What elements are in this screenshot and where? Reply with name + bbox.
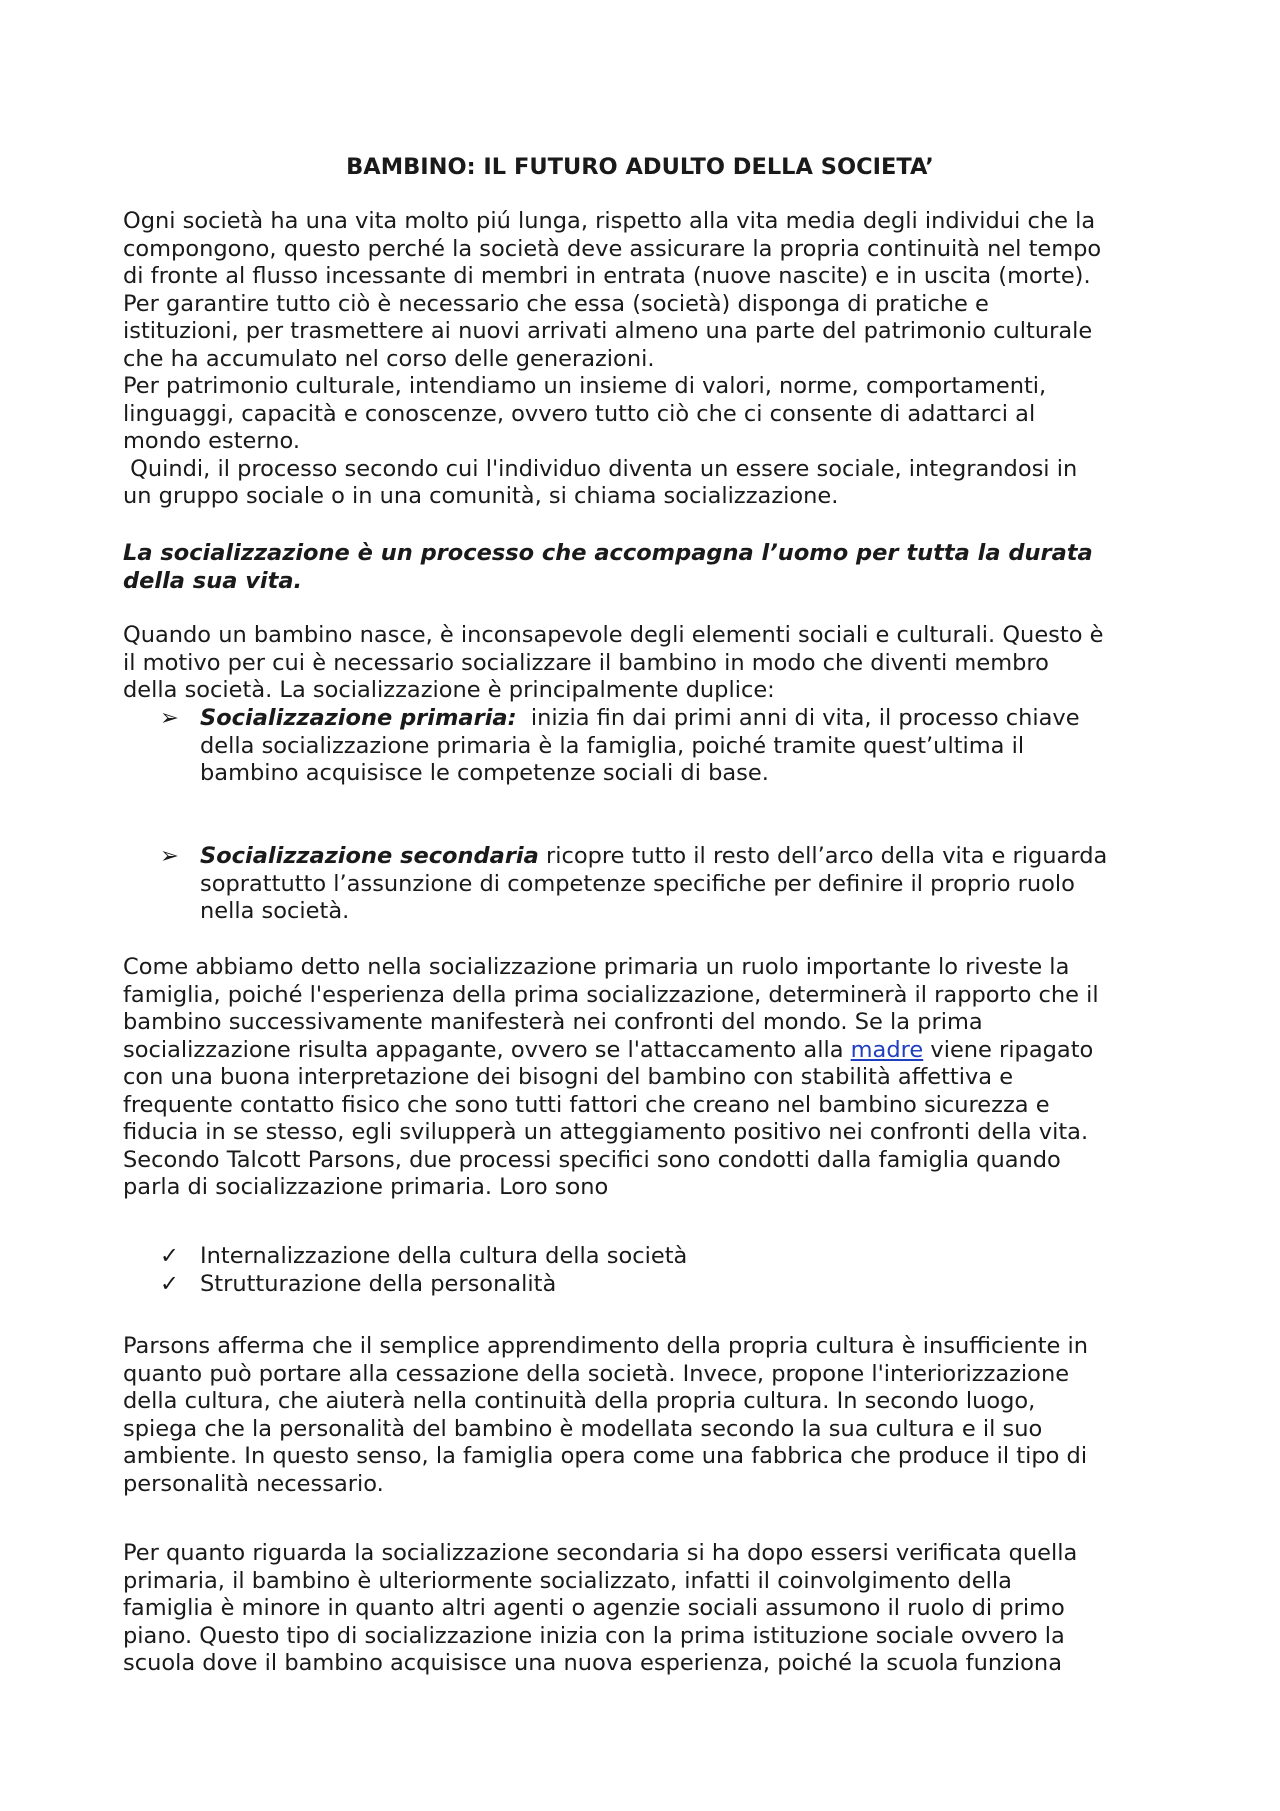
text-line-with-link [123, 1037, 1173, 1065]
bullet-secondary-term: Socializzazione secondaria [200, 843, 539, 869]
checklist-item [160, 1271, 1160, 1299]
checklist-item [160, 1243, 1160, 1271]
text-line: spiega che la personalità del bambino è modellata secondo la sua cultura e il suo [123, 1415, 1043, 1442]
madre-link[interactable]: madre [850, 1036, 924, 1063]
checklist-item-label: Strutturazione della personalità [200, 1271, 557, 1297]
text-line: istituzioni, per trasmettere ai nuovi arrivati almeno una parte del patrimonio culturale [123, 318, 1093, 344]
family-paragraph [123, 954, 1173, 1202]
arrow-bullet-icon: ➢ [160, 705, 179, 731]
text-line: bambino successivamente manifesterà nei confronti del mondo. Se la prima [123, 1009, 983, 1035]
check-icon: ✓ [160, 1243, 179, 1269]
text-line: quanto può portare alla cessazione della società. Invece, propone l'interiorizzazione [123, 1360, 1070, 1387]
text-line: di fronte al flusso incessante di membri in entrata (nuove nascite) e in uscita (morte). [123, 263, 1091, 289]
text-line: Come abbiamo detto nella socializzazione primaria un ruolo importante lo riveste la [123, 954, 1070, 980]
text-line: che ha accumulato nel corso delle generazioni. [123, 345, 655, 372]
document-title: BAMBINO: IL FUTURO ADULTO DELLA SOCIETA’ [346, 154, 934, 180]
text-line: il motivo per cui è necessario socializzare il bambino in modo che diventi membro [123, 649, 1049, 676]
bullet-secondary [160, 843, 1170, 926]
text-line: primaria, il bambino è ulteriormente socializzato, infatti il coinvolgimento della [123, 1567, 1012, 1594]
bullet-primary-term: Socializzazione primaria: [200, 705, 517, 731]
text-line: bambino acquisisce le competenze sociali di base. [200, 760, 769, 786]
checklist-item-label: Internalizzazione della cultura della società [200, 1243, 688, 1269]
text-line: della socializzazione primaria è la famiglia, poiché tramite quest’ultima il [200, 732, 1025, 759]
bullet-secondary-text [200, 843, 1170, 926]
text-fragment: socializzazione risulta appagante, ovvero se l'attaccamento alla [123, 1036, 851, 1063]
text-line: soprattutto l’assunzione di competenze specifiche per definire il proprio ruolo [200, 870, 1075, 897]
text-line: un gruppo sociale o in una comunità, si chiama socializzazione. [123, 483, 839, 509]
text-line: inizia fin dai primi anni di vita, il processo chiave [516, 705, 1080, 731]
highlight-statement [123, 540, 1173, 595]
text-line: ricopre tutto il resto dell’arco della vita e riguarda [538, 843, 1108, 869]
text-line: con una buona interpretazione dei bisogni del bambino con stabilità affettiva e [123, 1064, 1014, 1090]
text-line: Quindi, il processo secondo cui l'individuo diventa un essere sociale, integrandosi in [123, 455, 1078, 482]
text-line: famiglia è minore in quanto altri agenti o agenzie sociali assumono il ruolo di primo [123, 1595, 1065, 1621]
bullet-primary [160, 705, 1170, 788]
text-line: scuola dove il bambino acquisisce una nuova esperienza, poiché la scuola funziona [123, 1650, 1062, 1676]
text-line: Secondo Talcott Parsons, due processi specifici sono condotti dalla famiglia quando [123, 1146, 1061, 1173]
text-line: parla di socializzazione primaria. Loro sono [123, 1174, 609, 1200]
text-line: linguaggi, capacità e conoscenze, ovvero tutto ciò che ci consente di adattarci al [123, 400, 1036, 427]
text-line: personalità necessario. [123, 1470, 384, 1497]
text-line: della cultura, che aiuterà nella continuità della propria cultura. In secondo luogo, [123, 1388, 1036, 1414]
text-line: frequente contatto fisico che sono tutti fattori che creano nel bambino sicurezza e [123, 1091, 1050, 1118]
bullet-primary-text [200, 705, 1170, 788]
parsons-paragraph [123, 1333, 1173, 1498]
text-line: La socializzazione è un processo che accompagna l’uomo per tutta la durata [123, 540, 1093, 566]
check-icon: ✓ [160, 1271, 179, 1297]
text-line: della società. La socializzazione è principalmente duplice: [123, 677, 775, 703]
text-line: Per patrimonio culturale, intendiamo un insieme di valori, norme, comportamenti, [123, 373, 1047, 399]
text-line: ambiente. In questo senso, la famiglia opera come una fabbrica che produce il tipo di [123, 1443, 1088, 1469]
text-line: famiglia, poiché l'esperienza della prima socializzazione, determinerà il rapporto che il [123, 981, 1099, 1008]
text-line: Per quanto riguarda la socializzazione secondaria si ha dopo essersi verificata quella [123, 1540, 1078, 1566]
text-line: Parsons afferma che il semplice apprendimento della propria cultura è insufficiente in [123, 1333, 1089, 1359]
text-fragment: viene ripagato [923, 1036, 1094, 1063]
intro-paragraph [123, 208, 1173, 511]
text-line: nella società. [200, 898, 350, 924]
secondary-paragraph [123, 1540, 1173, 1678]
text-line: della sua vita. [123, 567, 303, 594]
text-line: Quando un bambino nasce, è inconsapevole degli elementi sociali e culturali. Questo è [123, 622, 1104, 648]
arrow-bullet-icon: ➢ [160, 843, 179, 869]
text-line: piano. Questo tipo di socializzazione inizia con la prima istituzione sociale ovvero la [123, 1622, 1065, 1649]
text-line: Ogni società ha una vita molto piú lunga, rispetto alla vita media degli individui che la [123, 208, 1096, 234]
text-line: compongono, questo perché la società deve assicurare la propria continuità nel tempo [123, 235, 1102, 262]
text-line: mondo esterno. [123, 428, 301, 454]
text-line: Per garantire tutto ciò è necessario che essa (società) disponga di pratiche e [123, 290, 989, 317]
birth-paragraph [123, 622, 1173, 705]
text-line: fiducia in se stesso, egli svilupperà un atteggiamento positivo nei confronti della vita. [123, 1119, 1089, 1145]
